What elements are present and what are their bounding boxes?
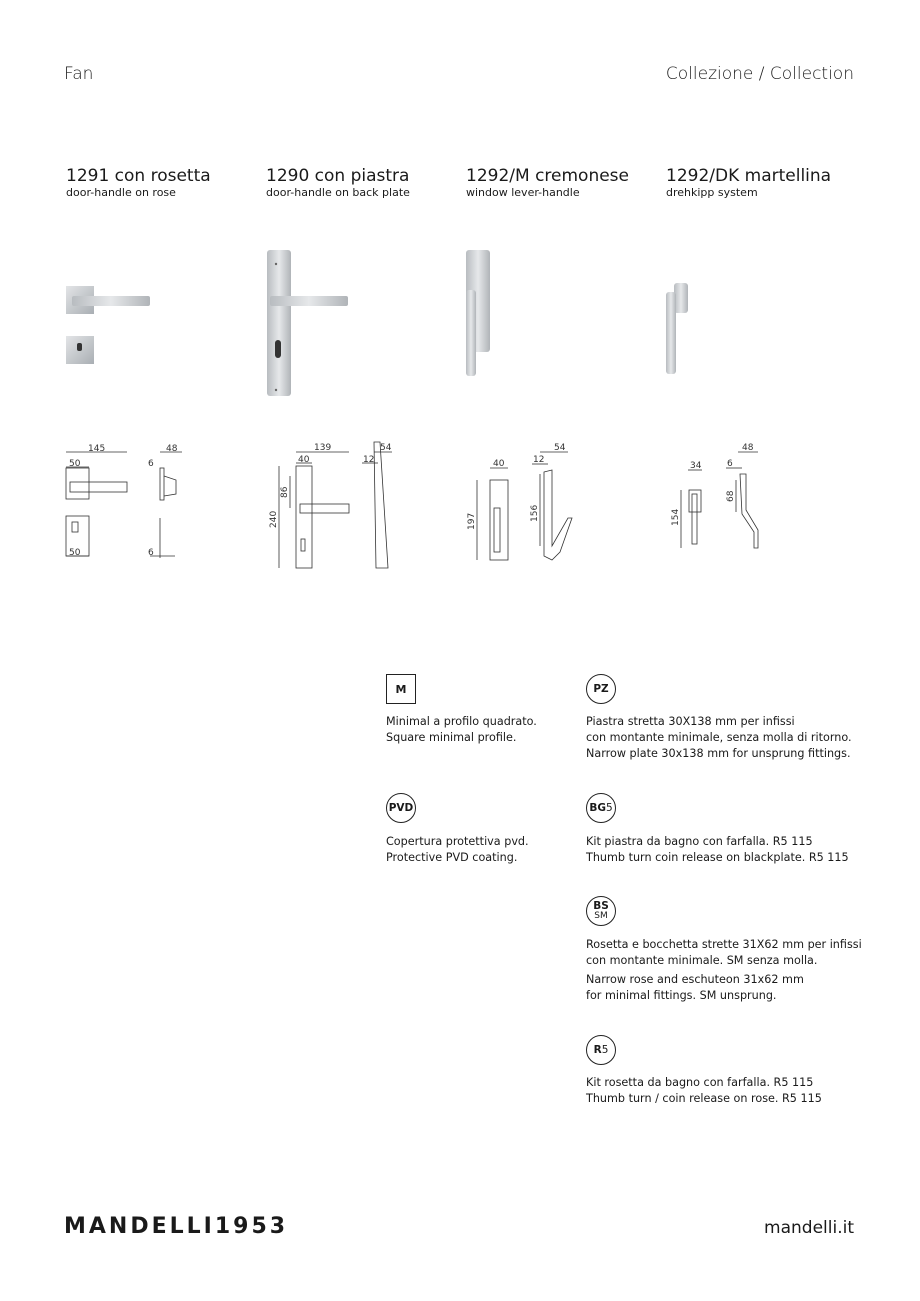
product-1291 <box>66 166 211 199</box>
dim-depth: 54 <box>380 443 392 453</box>
dim-depth: 54 <box>554 443 566 453</box>
feature-desc-r5: Kit rosetta da bagno con farfalla. R5 115 Thumb turn / coin release on rose. R5 115 <box>586 1076 822 1105</box>
feature-desc-minimal: Minimal a profilo quadrato. Square minimal profile. <box>386 715 537 744</box>
photo-1292dk <box>666 283 688 374</box>
drawing-1291 <box>66 444 182 558</box>
feature-desc-pvd: Copertura protettiva pvd. Protective PVD coating. <box>386 835 529 864</box>
photo-1290 <box>267 250 348 396</box>
badge-bssm: BS SM <box>586 896 616 926</box>
brand-logo: MANDELLI1953 <box>64 1214 289 1239</box>
product-1290 <box>266 166 410 199</box>
dim-depth: 48 <box>742 443 754 453</box>
dim-rose2: 50 <box>69 548 81 558</box>
dim-side-h: 156 <box>530 504 540 522</box>
dim-proj: 6 <box>148 459 154 469</box>
badge-minimal: M <box>386 674 416 704</box>
dim-plate: 40 <box>298 455 310 465</box>
product-photos <box>0 240 920 410</box>
dim-width: 139 <box>314 443 332 453</box>
dim-proj: 12 <box>533 455 545 465</box>
section-label: Collezione / Collection <box>665 64 854 84</box>
dim-plate: 34 <box>690 461 702 471</box>
badge-pz: PZ <box>586 674 616 704</box>
product-subtitle: door-handle on rose <box>66 186 176 199</box>
badge-pvd: PVD <box>386 793 416 823</box>
dim-proj: 6 <box>727 459 733 469</box>
dim-center: 86 <box>280 486 290 498</box>
feature-desc-pz: Piastra stretta 30X138 mm per infissi con montante minimale, senza molla di ritorno. Narrow plate 30x138 mm for unsprung fittings. <box>586 715 852 760</box>
drawing-1290 <box>269 442 392 568</box>
dim-side-h: 68 <box>726 490 736 502</box>
dim-rose: 50 <box>69 459 81 469</box>
dim-proj2: 6 <box>148 548 154 558</box>
badge-r5: R 5 <box>586 1035 616 1065</box>
drawing-1292dk <box>671 443 758 548</box>
product-subtitle: window lever-handle <box>466 186 580 199</box>
feature-desc-bssm: Rosetta e bocchetta strette 31X62 mm per infissi con montante minimale. SM senza molla. Narrow rose and eschuteon 31x62 mm for minimal fittings. SM unsprung. <box>586 938 862 1002</box>
product-title: 1292/DK martellina <box>666 166 832 186</box>
product-title: 1291 con rosetta <box>66 166 211 186</box>
feature-desc-bg5: Kit piastra da bagno con farfalla. R5 115 Thumb turn coin release on blackplate. R5 115 <box>586 835 849 864</box>
product-title: 1290 con piastra <box>266 166 410 186</box>
photo-1292m <box>466 250 490 376</box>
dim-height: 240 <box>269 510 279 528</box>
dim-depth: 48 <box>166 444 178 454</box>
dim-height: 197 <box>467 512 477 530</box>
website-link[interactable]: mandelli.it <box>764 1218 854 1238</box>
dim-plate: 40 <box>493 459 505 469</box>
photo-1291 <box>66 286 150 364</box>
dim-height: 154 <box>671 508 681 526</box>
technical-drawings <box>0 430 920 580</box>
dim-proj: 12 <box>363 455 375 465</box>
dim-width: 145 <box>88 444 106 454</box>
product-title: 1292/M cremonese <box>466 166 629 186</box>
product-subtitle: door-handle on back plate <box>266 186 410 199</box>
drawing-1292m <box>467 443 572 560</box>
badge-bg5: BG 5 <box>586 793 616 823</box>
product-subtitle: drehkipp system <box>666 186 758 199</box>
product-1292dk <box>666 166 831 199</box>
product-1292m <box>466 166 629 199</box>
collection-name: Fan <box>64 64 94 84</box>
